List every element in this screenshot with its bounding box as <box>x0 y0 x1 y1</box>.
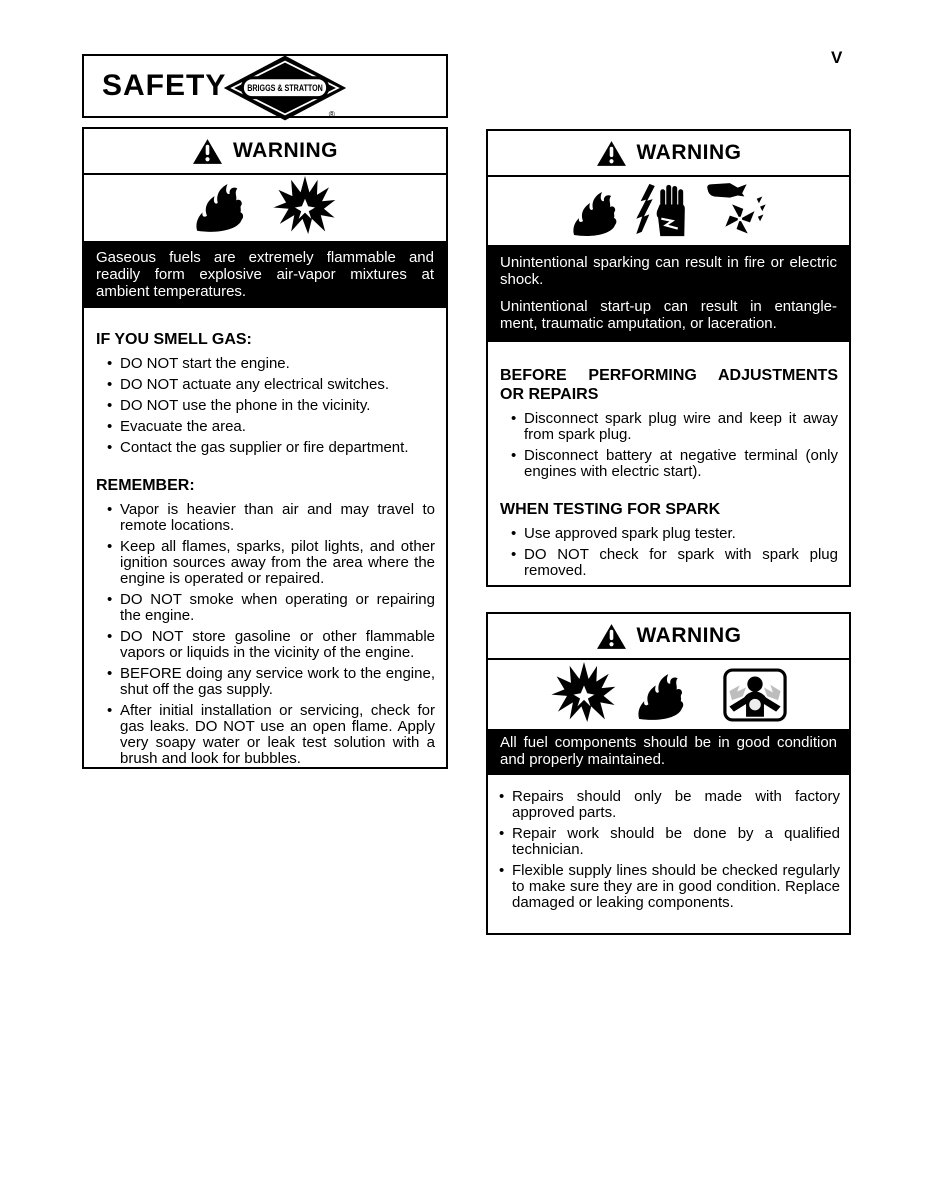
warning-header <box>488 614 849 660</box>
bullet-text: Repair work should be done by a qualified technician. <box>512 825 840 858</box>
hazard-banner <box>488 729 849 775</box>
bullet-marker: • <box>107 397 113 414</box>
smell-gas-bullet-list <box>96 356 435 456</box>
bullet-text: Keep all flames, sparks, pilot lights, and other ignition sources away from the area where the engine is operated or repaired. <box>120 538 435 587</box>
hazard-banner <box>488 245 849 342</box>
fuel-box-body <box>488 775 849 911</box>
warning-title: WARNING <box>636 141 742 164</box>
text-line: ambient temperatures. <box>96 283 247 300</box>
adjustments-bullet-list <box>500 411 838 480</box>
warning-header <box>84 129 446 175</box>
bullet-text: DO NOT actuate any electrical switches. <box>120 376 389 393</box>
bullet-marker: • <box>107 355 113 372</box>
bullet-item <box>499 789 840 821</box>
bullet-item <box>107 539 435 587</box>
explosion-icon <box>273 176 337 234</box>
bullet-marker: • <box>511 410 517 427</box>
bullet-text: DO NOT use the phone in the vicinity. <box>120 397 371 414</box>
bullet-marker: • <box>107 439 113 456</box>
hazard-banner <box>84 241 446 308</box>
bullet-item <box>499 863 840 911</box>
bullet-marker: • <box>511 546 517 563</box>
bullet-item <box>107 703 435 767</box>
banner-paragraph <box>500 254 837 288</box>
hazard-icon-strip <box>488 660 849 729</box>
warning-title: WARNING <box>233 139 338 162</box>
bullet-text: Disconnect spark plug wire and keep it away from spark plug. <box>524 410 838 443</box>
bullet-marker: • <box>107 591 113 608</box>
bullet-text: Contact the gas supplier or fire department. <box>120 439 409 456</box>
bullet-item <box>107 356 435 372</box>
bullet-item <box>107 629 435 661</box>
banner-paragraph <box>500 298 837 332</box>
fire-icon <box>193 182 249 234</box>
warning-box-gaseous-fuels <box>82 127 448 769</box>
fire-icon <box>635 672 689 722</box>
gas-box-body <box>84 308 446 767</box>
fire-icon <box>571 190 621 238</box>
bullet-item <box>107 592 435 624</box>
hazard-icon-strip <box>84 175 446 241</box>
explosion-icon <box>551 662 617 722</box>
hazard-icon-strip <box>488 177 849 245</box>
bullet-item <box>511 411 838 443</box>
spark-box-body <box>488 342 849 579</box>
bullet-marker: • <box>107 628 113 645</box>
warning-title: WARNING <box>636 624 742 647</box>
bullet-item <box>511 547 838 579</box>
safety-header-box <box>82 54 448 118</box>
warning-triangle-icon <box>596 623 627 650</box>
bullet-marker: • <box>499 862 505 879</box>
bullet-text: Vapor is heavier than air and may travel to remote locations. <box>120 501 435 534</box>
fuel-bullet-list <box>497 789 840 911</box>
bullet-item <box>511 448 838 480</box>
bullet-text: DO NOT smoke when operating or repairing the engine. <box>120 591 435 624</box>
bullet-item <box>107 666 435 698</box>
bullet-text: Flexible supply lines should be checked regularly to make sure they are in good condition. Replace damaged or leaking components. <box>512 862 840 911</box>
text-line: Gaseous fuels are extremely flammable and <box>96 249 434 266</box>
remember-bullet-list <box>96 502 435 767</box>
person-explosion-icon <box>723 668 787 722</box>
bullet-text: Disconnect battery at negative terminal (only engines with electric start). <box>524 447 838 480</box>
bullet-item <box>499 826 840 858</box>
bullet-item <box>511 526 838 542</box>
text-line: All fuel components should be in good condition <box>500 734 837 751</box>
text-line: Unintentional start-up can result in entangle- <box>500 298 837 315</box>
text-line: OR REPAIRS <box>500 386 599 403</box>
bullet-text: DO NOT store gasoline or other flammable vapors or liquids in the vicinity of the engine. <box>120 628 435 661</box>
bullet-text: Evacuate the area. <box>120 418 246 435</box>
text-line: Unintentional sparking can result in fire or electric <box>500 254 837 271</box>
section-heading-smell-gas: IF YOU SMELL GAS: <box>96 331 252 348</box>
bullet-text: BEFORE doing any service work to the engine, shut off the gas supply. <box>120 665 435 698</box>
registered-mark: ® <box>328 108 335 119</box>
bullet-item <box>107 377 435 393</box>
logo-text: BRIGGS & STRATTON <box>247 83 323 93</box>
text-line: and properly maintained. <box>500 751 666 768</box>
warning-box-fuel-components <box>486 612 851 935</box>
text-line: shock. <box>500 271 544 288</box>
bullet-item <box>107 398 435 414</box>
bullet-marker: • <box>511 447 517 464</box>
bullet-text: DO NOT check for spark with spark plug removed. <box>524 546 838 579</box>
bullet-item <box>107 502 435 534</box>
bullet-text: DO NOT start the engine. <box>120 355 290 372</box>
bullet-marker: • <box>107 418 113 435</box>
bullet-marker: • <box>107 376 113 393</box>
section-heading-remember: REMEMBER: <box>96 477 195 494</box>
briggs-stratton-diamond-icon <box>222 54 348 122</box>
bullet-marker: • <box>511 525 517 542</box>
bullet-marker: • <box>107 665 113 682</box>
bullet-text: Repairs should only be made with factory approved parts. <box>512 788 840 821</box>
section-heading-adjustments <box>500 366 838 404</box>
bullet-marker: • <box>499 788 505 805</box>
text-line: WHEN TESTING FOR SPARK <box>500 501 721 518</box>
text-line: ment, traumatic amputation, or laceration. <box>500 315 777 332</box>
text-line: readily form explosive air-vapor mixtures at <box>96 266 434 283</box>
warning-triangle-icon <box>596 140 627 167</box>
bullet-marker: • <box>107 702 113 719</box>
bullet-marker: • <box>107 538 113 555</box>
bullet-text: Use approved spark plug tester. <box>524 525 736 542</box>
warning-triangle-icon <box>192 138 223 165</box>
testing-spark-bullet-list <box>500 526 838 579</box>
bullet-marker: • <box>499 825 505 842</box>
section-heading-testing-spark <box>500 500 838 519</box>
bullet-marker: • <box>107 501 113 518</box>
page-number: V <box>831 48 843 67</box>
entanglement-icon <box>705 182 767 238</box>
bullet-text: After initial installation or servicing, check for gas leaks. DO NOT use an open flame. Apply very soapy water or leak test solution with a brush and look for bubbles. <box>120 702 435 767</box>
warning-header <box>488 131 849 177</box>
safety-title: SAFETY <box>102 69 227 102</box>
bullet-item <box>107 419 435 435</box>
briggs-stratton-logo <box>222 54 348 122</box>
warning-box-sparking <box>486 129 851 587</box>
text-line: BEFORE PERFORMING ADJUSTMENTS <box>500 367 838 384</box>
electric-shock-hand-icon <box>633 182 693 238</box>
bullet-item <box>107 440 435 456</box>
